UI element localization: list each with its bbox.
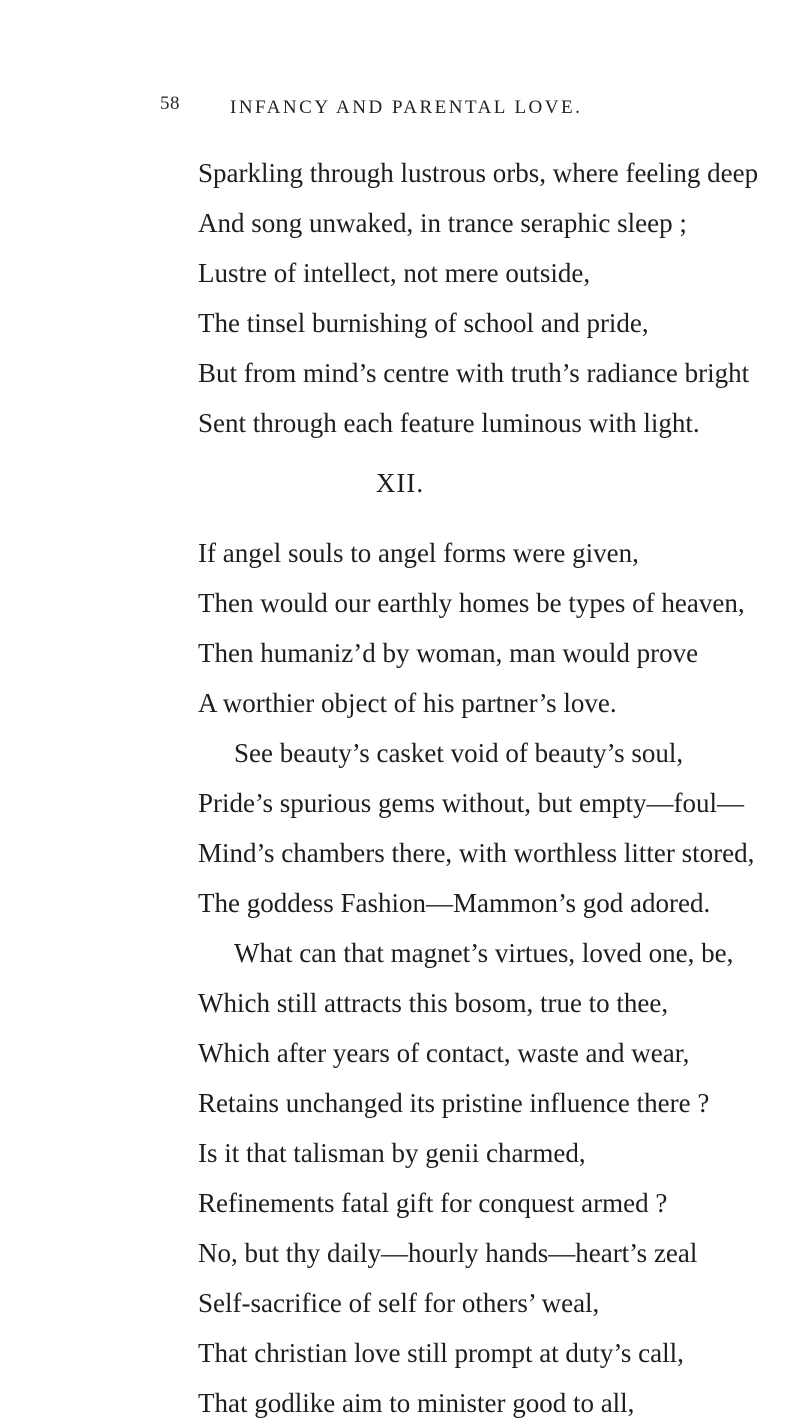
poem-line: Then humaniz’d by woman, man would prove — [198, 638, 699, 668]
poem-line: Then would our earthly homes be types of heaven, — [198, 588, 745, 618]
poem-line: A worthier object of his partner’s love. — [198, 688, 617, 718]
stanza-1 — [198, 148, 758, 448]
poem-line: Pride’s spurious gems without, but empty—foul— — [198, 788, 744, 818]
poem-line: No, but thy daily—hourly hands—heart’s zeal — [198, 1238, 698, 1268]
poem-line: That godlike aim to minister good to all, — [198, 1388, 635, 1418]
poem-line: Which still attracts this bosom, true to thee, — [198, 988, 669, 1018]
poem-line: Refinements fatal gift for conquest armed ? — [198, 1188, 668, 1218]
poem-line: Retains unchanged its pristine influence there ? — [198, 1088, 710, 1118]
poem-line: If angel souls to angel forms were given, — [198, 538, 639, 568]
poem-line: But from mind’s centre with truth’s radiance bright — [198, 358, 750, 388]
poem-line: Which after years of contact, waste and wear, — [198, 1038, 690, 1068]
poem-line: Is it that talisman by genii charmed, — [198, 1138, 586, 1168]
poem-line: And song unwaked, in trance seraphic sleep ; — [198, 208, 687, 238]
poem-line: Mind’s chambers there, with worthless litter stored, — [198, 838, 755, 868]
poem-line: The tinsel burnishing of school and pride, — [198, 308, 649, 338]
poem-line: That christian love still prompt at duty’s call, — [198, 1338, 684, 1368]
poem-line: Self-sacrifice of self for others’ weal, — [198, 1288, 600, 1318]
page-number: 58 — [160, 93, 180, 114]
poem-line: Sent through each feature luminous with light. — [198, 408, 700, 438]
poem-line: See beauty’s casket void of beauty’s soul, — [234, 738, 684, 768]
poem-line: The goddess Fashion—Mammon’s god adored. — [198, 888, 711, 918]
poem-line: What can that magnet’s virtues, loved one, be, — [234, 938, 734, 968]
stanza-2 — [198, 528, 754, 1428]
stanza-number: XII. — [375, 468, 425, 498]
poem-line: Sparkling through lustrous orbs, where feeling deep — [198, 158, 759, 188]
running-title: INFANCY AND PARENTAL LOVE. — [230, 97, 583, 118]
poem-line: Lustre of intellect, not mere outside, — [198, 258, 591, 288]
